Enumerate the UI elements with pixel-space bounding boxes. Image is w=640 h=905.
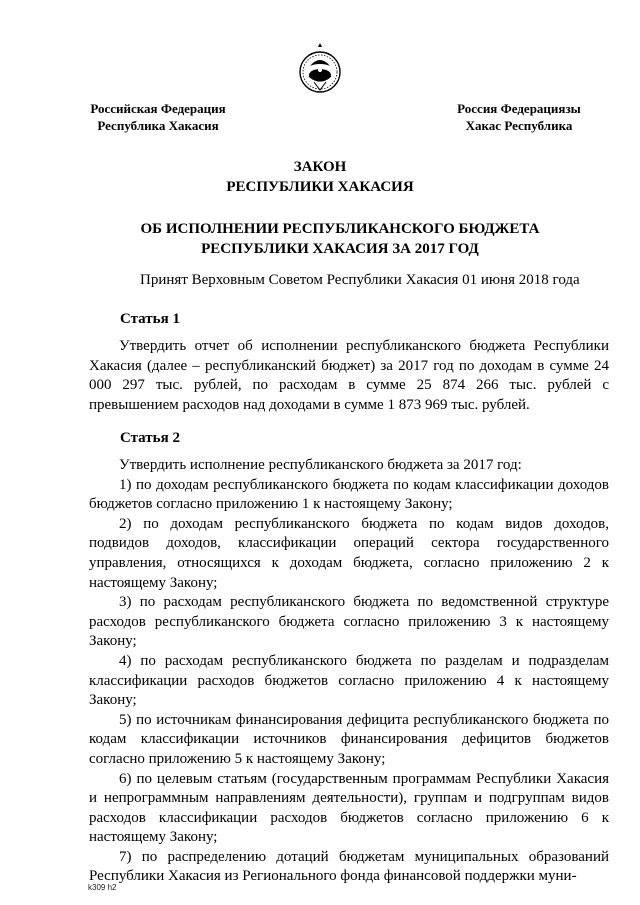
article-2-item-5: 5) по источникам финансирования дефицита республиканского бюджета по кодам классификации источников финансирования дефицитов бюджетов согласно приложению 5 к настоящему Закону;	[89, 711, 609, 767]
document-subtitle	[0, 219, 640, 259]
header-right-country: Россия Федерациязы	[457, 101, 581, 116]
article-1-heading: Статья 1	[120, 311, 180, 327]
article-2-item-6: 6) по целевым статьям (государственным программам Республики Хакасия и непрограммным направлениям деятельности), группам и подгруппам видов расходов классификации расходов бюджетов согласно приложению 6 к настоящему Закону;	[89, 770, 609, 846]
coat-of-arms-emblem-icon	[296, 40, 344, 102]
article-2-item-3: 3) по расходам республиканского бюджета по ведомственной структуре расходов республиканского бюджета согласно приложению 3 к настоящему Закону;	[89, 594, 609, 650]
header-right-republic: Хакас Республика	[465, 118, 573, 133]
document-title	[0, 157, 640, 197]
header-left-country: Российская Федерация	[90, 101, 226, 116]
footer-code: k309 h2	[88, 883, 117, 892]
title-line-2: РЕСПУБЛИКИ ХАКАСИЯ	[226, 179, 414, 195]
subtitle-line-2: РЕСПУБЛИКИ ХАКАСИЯ ЗА 2017 ГОД	[201, 241, 479, 257]
header-left-republic: Республика Хакасия	[97, 118, 219, 133]
subtitle-line-1: ОБ ИСПОЛНЕНИИ РЕСПУБЛИКАНСКОГО БЮДЖЕТА	[140, 221, 540, 237]
article-2-item-4: 4) по расходам республиканского бюджета по разделам и подразделам классификации расходов бюджетов согласно приложению 4 к настоящему Закону;	[89, 652, 609, 709]
article-1-paragraph: Утвердить отчет об исполнении республиканского бюджета Республики Хакасия (далее – республиканский бюджет) за 2017 год по доходам в сумме 24 000 297 тыс. рублей, по расходам в сумме 25 874 266 тыс. рублей с превышением расходов над доходами в сумме 1 873 969 тыс. рублей.	[89, 338, 609, 413]
article-2-item-2: 2) по доходам республиканского бюджета по кодам видов доходов, подвидов доходов, классификации операций сектора государственного управления, относящихся к доходам бюджета, согласно приложению 2 к настоящему Закону;	[89, 515, 609, 591]
article-2-intro: Утвердить исполнение республиканского бюджета за 2017 год:	[119, 457, 522, 473]
article-2-item-7: 7) по распределению дотаций бюджетам муниципальных образований Республики Хакасия из Регионального фонда финансовой поддержки муни-	[89, 848, 609, 885]
article-2-body	[89, 456, 609, 887]
title-line-1: ЗАКОН	[293, 159, 347, 175]
article-2-heading: Статья 2	[120, 430, 180, 446]
header-left	[83, 100, 233, 134]
article-2-item-1: 1) по доходам республиканского бюджета по кодам классификации доходов бюджетов согласно приложению 1 к настоящему Закону;	[89, 476, 609, 513]
adoption-note: Принят Верховным Советом Республики Хакасия 01 июня 2018 года	[140, 272, 580, 288]
article-1-body	[89, 337, 609, 415]
header-right	[443, 100, 595, 134]
